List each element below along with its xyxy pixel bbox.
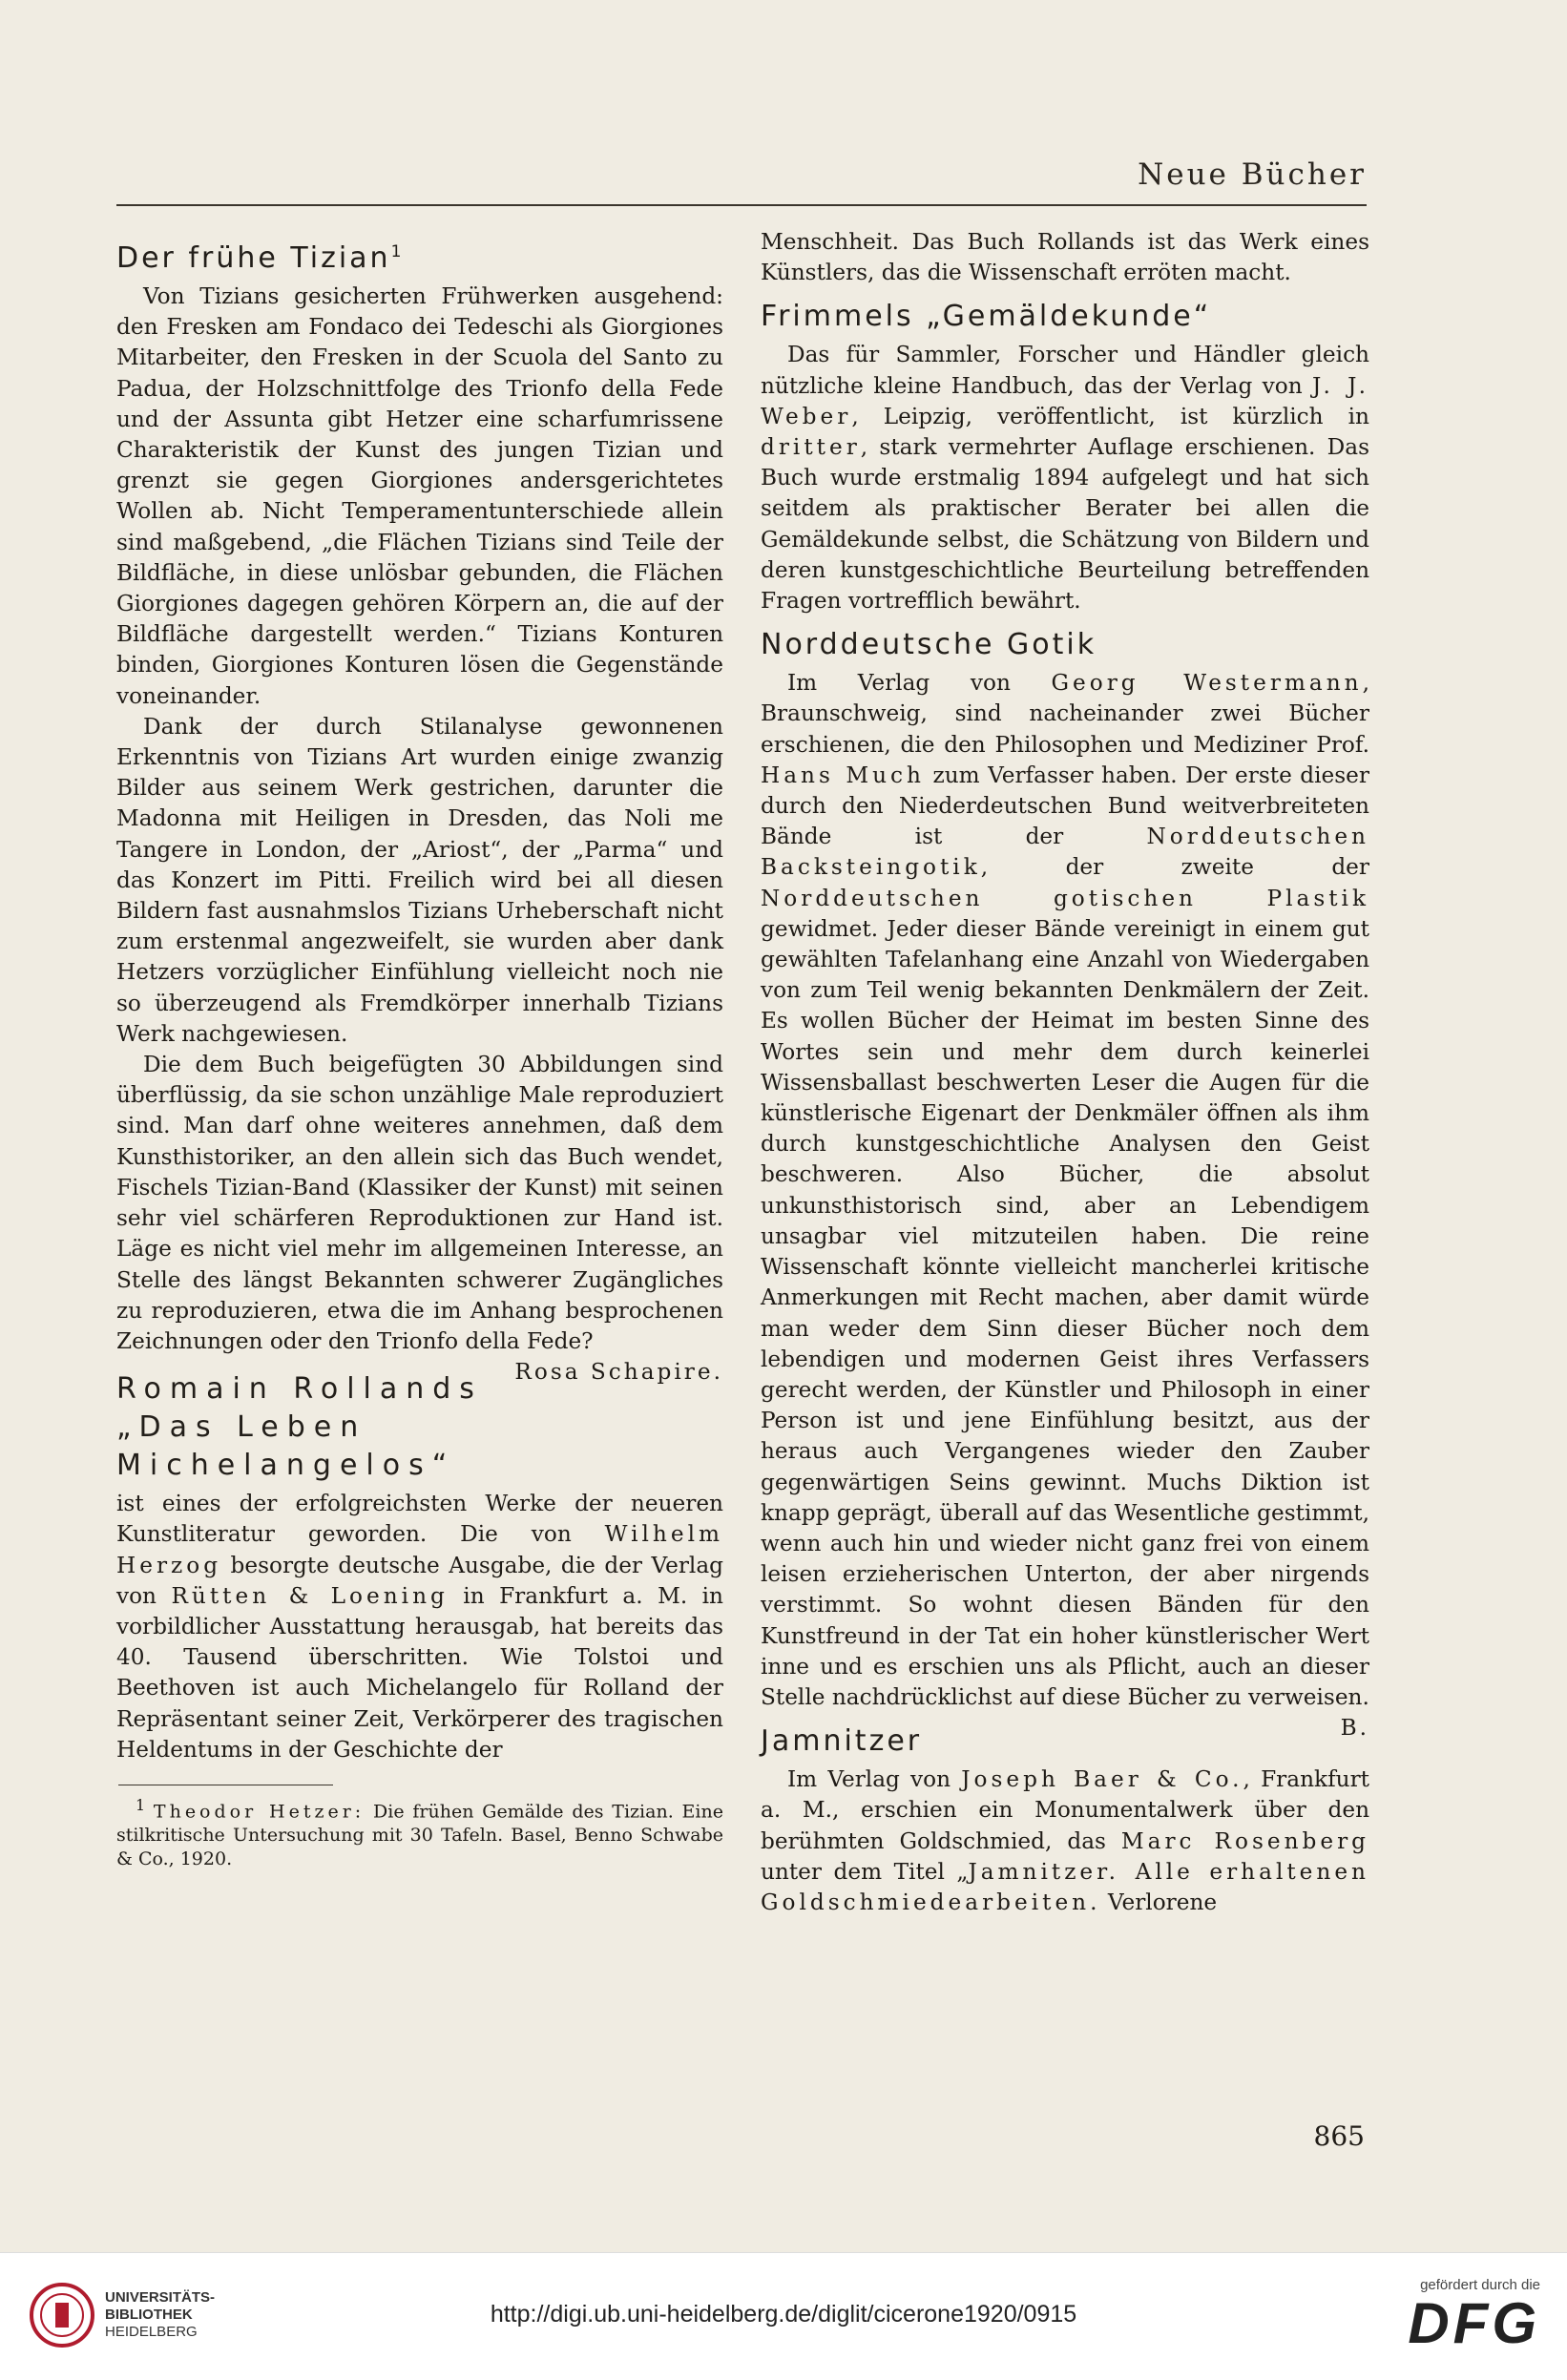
library-name-line: UNIVERSITÄTS- xyxy=(105,2289,216,2306)
author-signature: Rosa Schapire. xyxy=(514,1359,723,1386)
publisher-name: J. J. Weber xyxy=(761,372,1369,429)
paragraph-text: Die dem Buch beigefügten 30 Abbildungen sind überflüssig, da sie schon unzählige Male reproduziert sind. Man darf ohne weiteres annehmen, daß dem Kunsthistoriker, an den allein sich das Buch wendet, Fischels Tizian-Band (Klassiker der Kunst) mit seinen sehr viel schärferen Reproduktionen zur Hand ist. Läge es nicht viel mehr im allgemeinen Interesse, an Stelle des längst Bekannten schwerer Zugängliches zu reproduzieren, etwa die im Anhang besprochenen Zeichnungen oder den Trionfo della Fede? xyxy=(116,1052,723,1354)
paragraph-text: gewidmet. Jeder dieser Bände vereinigt in einem gut gewählten Tafelanhang eine Anzahl von Wiedergaben von zum Teil wenig bekannten Denkmälern der Zeit. Es wollen Bücher der Heimat im besten Sinne des Wortes sein und mehr dem durch keinerlei Wissensballast beschwerten Leser die Augen für die künstlerische Eigenart der Denkmäler öffnen als ihm durch kunstgeschichtliche Analysen den Geist beschweren. Also Bücher, die absolut unkunsthistorisch sind, aber an Lebendigem unsagbar viel mitzuteilen haben. Die reine Wissenschaft könnte vielleicht mancherlei kritische Anmerkungen mit Recht machen, aber damit würde man weder dem Sinn dieser Bücher noch dem lebendigen und modernen Geist ihres Verfassers gerecht werden, der Künstler und Philosoph in einer Person ist und jene Einfühlung besitzt, aus der heraus auch Vergangenes wieder den Zauber gegenwärtigen Seins gewinnt. Muchs Diktion ist knapp geprägt, überall auf das Wesentliche gestimmt, wenn auch hin und wieder nicht ganz frei von einem leisen erzieherischen Unterton, der aber nirgends verstimmt. So wohnt diesen Bänden für den Kunstfreund in der Tat ein hoher künstlerischer Wert inne und es erschien uns als Pflicht, auch an dieser Stelle nachdrücklichst auf diese Bücher zu verweisen. xyxy=(761,915,1369,1710)
digitization-footer xyxy=(0,2252,1567,2380)
library-name-line: BIBLIOTHEK xyxy=(105,2307,193,2323)
paragraph-text: besorgte deutsche Ausgabe, die der Verlag von xyxy=(116,1552,723,1609)
paragraph xyxy=(116,1489,723,1765)
publisher-name: Georg Westermann xyxy=(1051,670,1363,697)
paragraph-text: , der zweite der xyxy=(980,854,1369,881)
book-title: Norddeutschen gotischen Plastik xyxy=(761,885,1369,911)
section-title-jamnitzer: Jamnitzer xyxy=(761,1724,923,1759)
paragraph: Von Tizians gesicherten Frühwerken ausgehend: den Fresken am Fondaco dei Tedeschi als Giorgiones Mitarbeiter, den Fresken in der Scuola del Santo zu Padua, der Holzschnittfolge des Trionfo della Fede und der Assunta gibt Hetzer eine scharfumrissene Charakteristik der Kunst des jungen Tizian und grenzt sie gegen Giorgiones andersgerichtetes Wollen ab. Nicht Temperamentunterschiede allein sind maßgebend, „die Flächen Tizians sind Teile der Bildfläche, in diese unlösbar gebunden, die Flächen Giorgiones dagegen gehören Körpern an, die auf der Bildfläche dargestellt werden.“ Tizians Konturen binden, Giorgiones Konturen lösen die Gegenstände voneinander. xyxy=(116,283,723,709)
paragraph xyxy=(761,340,1369,616)
paragraph-text: unter dem Titel „ xyxy=(761,1858,969,1885)
paragraph-text: , stark vermehrter Auflage erschienen. Das Buch wurde erstmalig 1894 aufgelegt und hat sich seitdem als praktischer Berater bei allen die Gemäldekunde selbst, die Schätzung von Bildern und deren kunstgeschichtliche Beurteilung betreffenden Fragen vortrefflich bewährt. xyxy=(761,434,1369,615)
book-title: Norddeutschen Backsteingotik xyxy=(761,824,1369,881)
paragraph-text: Das für Sammler, Forscher und Händler gleich nützliche kleine Handbuch, das der Verlag von xyxy=(761,342,1369,399)
section-title-norddeutsche-gotik: Norddeutsche Gotik xyxy=(761,628,1097,662)
author-signature: B. xyxy=(1340,1715,1369,1742)
dfg-logo[interactable]: DFG xyxy=(1408,2291,1540,2355)
paragraph: Dank der durch Stilanalyse gewonnenen Erkenntnis von Tizians Art wurden einige zwanzig Bilder aus seinem Werk gestrichen, darunter die Madonna mit Heiligen in Dresden, das Noli me Tangere in London, der „Ariost“, der „Parma“ und das Konzert im Pitti. Freilich wird bei all diesen Bildern fast ausnahmslos Tizians Urheberschaft nicht zum erstenmal angezweifelt, sie wurden aber dank Hetzers vorzüglicher Einfühlung vielleicht noch nie so überzeugend als Fremdkörper innerhalb Tizians Werk nachgewiesen. xyxy=(116,713,723,1047)
section-title-frueher-tizian xyxy=(116,233,723,278)
paragraph-text: , Braunschweig, sind nacheinander zwei Bücher erschienen, die den Philosophen und Mediziner Prof. xyxy=(761,670,1369,758)
footnote-author: Theodor Hetzer: xyxy=(153,1801,366,1823)
footnote-number: 1 xyxy=(136,1795,146,1814)
author-name: Hans Much xyxy=(761,762,925,788)
section-title-text: Der frühe Tizian xyxy=(116,241,391,275)
header-rule xyxy=(116,204,1367,206)
left-column xyxy=(116,227,723,1871)
running-head: Neue Bücher xyxy=(1138,157,1367,192)
section-title-frimmels: Frimmels „Gemäldekunde“ xyxy=(761,300,1212,334)
paragraph-text: zum Verfasser haben. Der erste dieser durch den Niederdeutschen Bund weitverbreiteten Bände ist der xyxy=(761,762,1369,850)
paragraph-text: in Frankfurt a. M. in vorbildlicher Ausstattung herausgab, hat bereits das 40. Tausend überschritten. Wie Tolstoi und Beethoven ist auch Michelangelo für Rolland der Repräsentant seiner Zeit, Verkörperer des tragischen Heldentums in der Geschichte der xyxy=(116,1582,723,1763)
publisher-name: Joseph Baer & Co. xyxy=(961,1766,1243,1793)
page-number: 865 xyxy=(1313,2120,1365,2152)
paragraph-text: Im Verlag von xyxy=(787,1766,962,1793)
paragraph: Menschheit. Das Buch Rollands ist das Werk eines Künstlers, das die Wissenschaft erröten macht. xyxy=(761,229,1369,286)
footnote-text: Die frühen Gemälde des Tizian. Eine stilkritische Untersuchung mit 30 Tafeln. Basel, Benno Schwabe & Co., 1920. xyxy=(116,1801,723,1870)
paragraph xyxy=(116,1050,723,1386)
publisher-name: Rütten & Loening xyxy=(171,1582,449,1609)
permalink-url[interactable]: http://digi.ub.uni-heidelberg.de/diglit/cicerone1920/0915 xyxy=(490,2301,1077,2328)
paragraph-text: ist eines der erfolgreichsten Werke der neueren Kunstliteratur geworden. Die von xyxy=(116,1491,723,1548)
paragraph-text: Verlorene xyxy=(1100,1889,1218,1915)
author-name: Marc Rosenberg xyxy=(1120,1827,1369,1854)
section-title-romain-rolland: Romain Rollands „Das Leben Michelangelos“ xyxy=(116,1372,483,1483)
book-title: Jamnitzer. Alle erhaltenen Goldschmiedearbeiten. xyxy=(761,1858,1369,1915)
paragraph-text: , Frankfurt a. M., erschien ein Monumentalwerk über den berühmten Goldschmied, das xyxy=(761,1766,1369,1854)
footnote xyxy=(116,1793,723,1871)
right-column xyxy=(761,227,1369,1918)
footnote-marker: 1 xyxy=(390,242,402,261)
library-name-line: HEIDELBERG xyxy=(105,2324,198,2340)
sponsor-block xyxy=(1408,2277,1540,2354)
paragraph xyxy=(761,1764,1369,1918)
sponsor-note: gefördert durch die xyxy=(1420,2277,1540,2293)
edition-word: dritter xyxy=(761,434,861,461)
person-name: Wilhelm Herzog xyxy=(116,1521,723,1578)
paragraph-text: Im Verlag von xyxy=(787,670,1052,697)
paragraph-text: , Leipzig, veröffentlicht, ist kürzlich in xyxy=(851,403,1369,429)
